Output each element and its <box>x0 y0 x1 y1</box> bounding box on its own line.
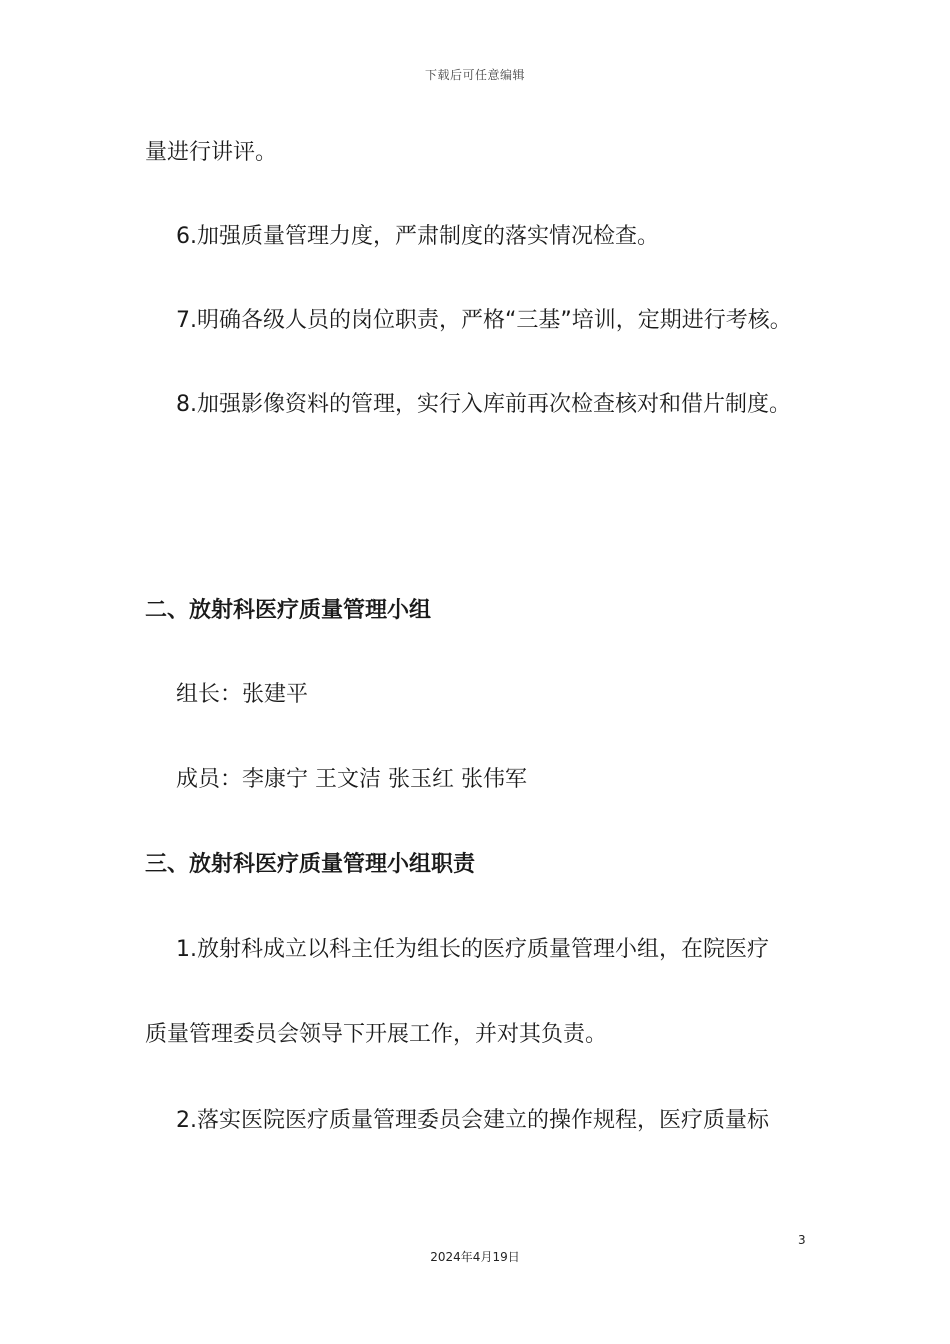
section-heading-2: 二、放射科医疗质量管理小组 <box>145 598 432 623</box>
group-leader: 组长：张建平 <box>176 682 309 707</box>
page-number: 3 <box>798 1233 806 1247</box>
header-note: 下载后可任意编辑 <box>424 68 525 82</box>
list-item-6: 6.加强质量管理力度，严肃制度的落实情况检查。 <box>176 224 659 249</box>
list-item-8: 8.加强影像资料的管理，实行入库前再次检查核对和借片制度。 <box>176 392 791 417</box>
list-item-7: 7.明确各级人员的岗位职责，严格“三基”培训，定期进行考核。 <box>176 308 792 333</box>
duty-item-2-line-1: 2.落实医院医疗质量管理委员会建立的操作规程，医疗质量标 <box>176 1108 769 1133</box>
paragraph-line: 量进行讲评。 <box>145 140 278 165</box>
duty-item-1-line-2: 质量管理委员会领导下开展工作，并对其负责。 <box>145 1022 608 1047</box>
group-members: 成员：李康宁 王文洁 张玉红 张伟军 <box>176 767 527 792</box>
footer-date: 2024年4月19日 <box>430 1250 520 1264</box>
section-heading-3: 三、放射科医疗质量管理小组职责 <box>145 852 476 877</box>
duty-item-1-line-1: 1.放射科成立以科主任为组长的医疗质量管理小组，在院医疗 <box>176 937 769 962</box>
